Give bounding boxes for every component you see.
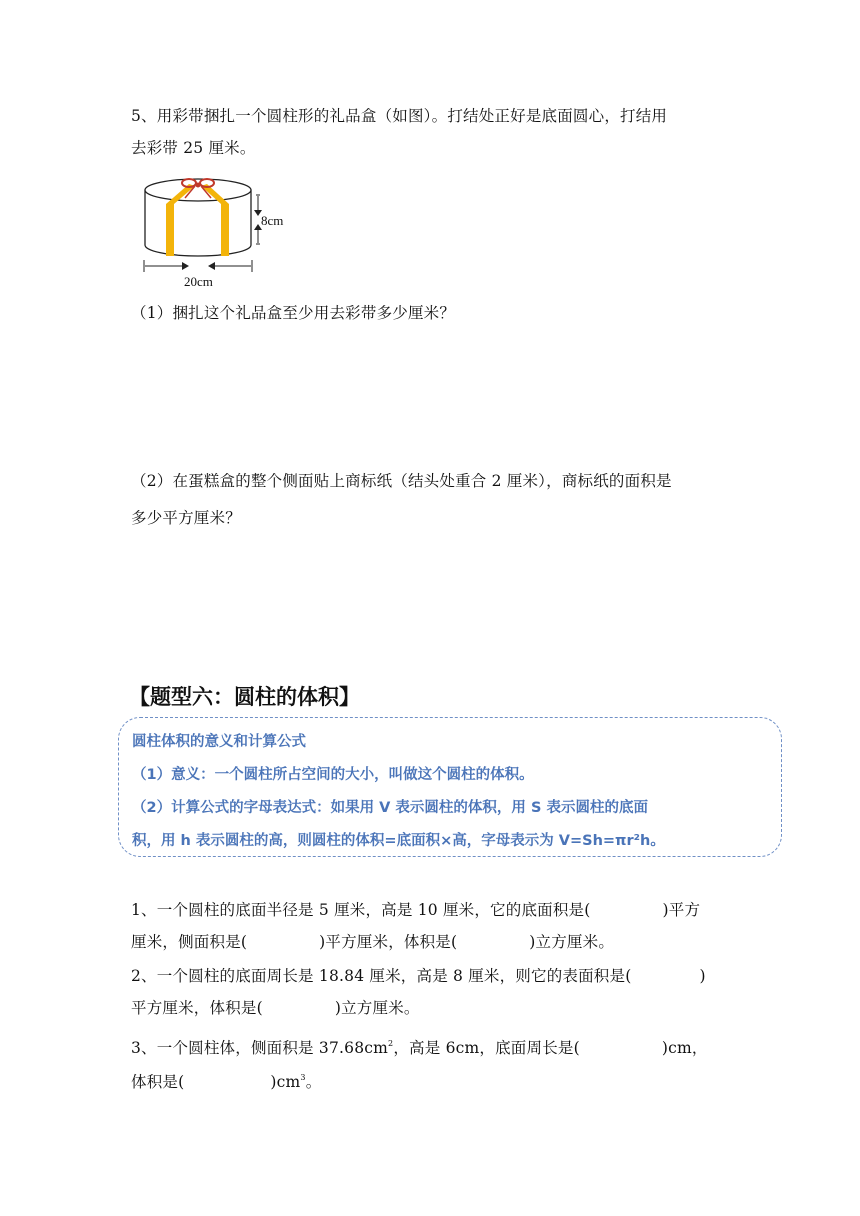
cylinder-gift-box-illustration xyxy=(137,168,297,290)
question-2-line-1: （2）在蛋糕盒的整个侧面贴上商标纸（结头处重合 2 厘米），商标纸的面积是 xyxy=(131,472,672,490)
exercise-1-line-2 xyxy=(131,932,614,952)
exercise-2-text-3: )立方厘米。 xyxy=(334,999,420,1017)
height-label: 8cm xyxy=(261,213,284,228)
question-2-line-2: 多少平方厘米？ xyxy=(131,509,241,527)
exponent: 3 xyxy=(300,1073,306,1082)
section-title: 【题型六：圆柱的体积】 xyxy=(129,685,360,709)
exponent: 2 xyxy=(388,1039,394,1048)
exercise-3-line-2 xyxy=(131,1068,321,1092)
diameter-label: 20cm xyxy=(184,274,213,289)
exercise-1-text-3: )平方厘米，体积是( xyxy=(319,933,458,951)
exercise-1-text-2: 厘米，侧面积是( xyxy=(131,933,248,951)
exercise-1-text: 1、一个圆柱的底面半径是 5 厘米，高是 10 厘米，它的底面积是( xyxy=(131,901,591,919)
exercise-3-text: 3、一个圆柱体，侧面积是 37.68cm xyxy=(131,1039,389,1057)
problem-5-line-1: 5、用彩带捆扎一个圆柱形的礼品盒（如图）。打结处正好是底面圆心，打结用 xyxy=(131,107,668,125)
exercise-3-line-1 xyxy=(131,1034,708,1058)
exercise-1-line-1 xyxy=(131,900,700,920)
exercise-2-line-1 xyxy=(131,966,706,986)
exercise-2-line-2 xyxy=(131,998,420,1018)
exercise-1-unit: )平方 xyxy=(662,901,701,919)
gift-box-figure xyxy=(137,168,297,290)
exercise-3-text-3: 体积是( xyxy=(131,1073,185,1091)
exercise-3-unit-2: )cm xyxy=(270,1073,301,1091)
info-box-line-3: 积，用 h 表示圆柱的高，则圆柱的体积=底面积×高，字母表示为 V=Sh=πr²h。 xyxy=(132,833,665,849)
exercise-2-paren: ) xyxy=(699,967,706,985)
info-box-heading: 圆柱体积的意义和计算公式 xyxy=(132,734,306,750)
info-box-line-1: （1）意义：一个圆柱所占空间的大小，叫做这个圆柱的体积。 xyxy=(132,767,534,783)
exercise-2-text-2: 平方厘米，体积是( xyxy=(131,999,263,1017)
question-1: （1）捆扎这个礼品盒至少用去彩带多少厘米？ xyxy=(131,304,456,322)
exercise-3-unit: )cm， xyxy=(661,1039,708,1057)
exercise-3-text-2: ，高是 6cm，底面周长是( xyxy=(393,1039,580,1057)
problem-5-line-2: 去彩带 25 厘米。 xyxy=(131,139,256,157)
exercise-1-text-4: )立方厘米。 xyxy=(529,933,615,951)
exercise-2-text: 2、一个圆柱的底面周长是 18.84 厘米，高是 8 厘米，则它的表面积是( xyxy=(131,967,632,985)
info-box-line-2: （2）计算公式的字母表达式：如果用 V 表示圆柱的体积，用 S 表示圆柱的底面 xyxy=(132,800,648,816)
exercise-3-period: 。 xyxy=(305,1073,322,1091)
